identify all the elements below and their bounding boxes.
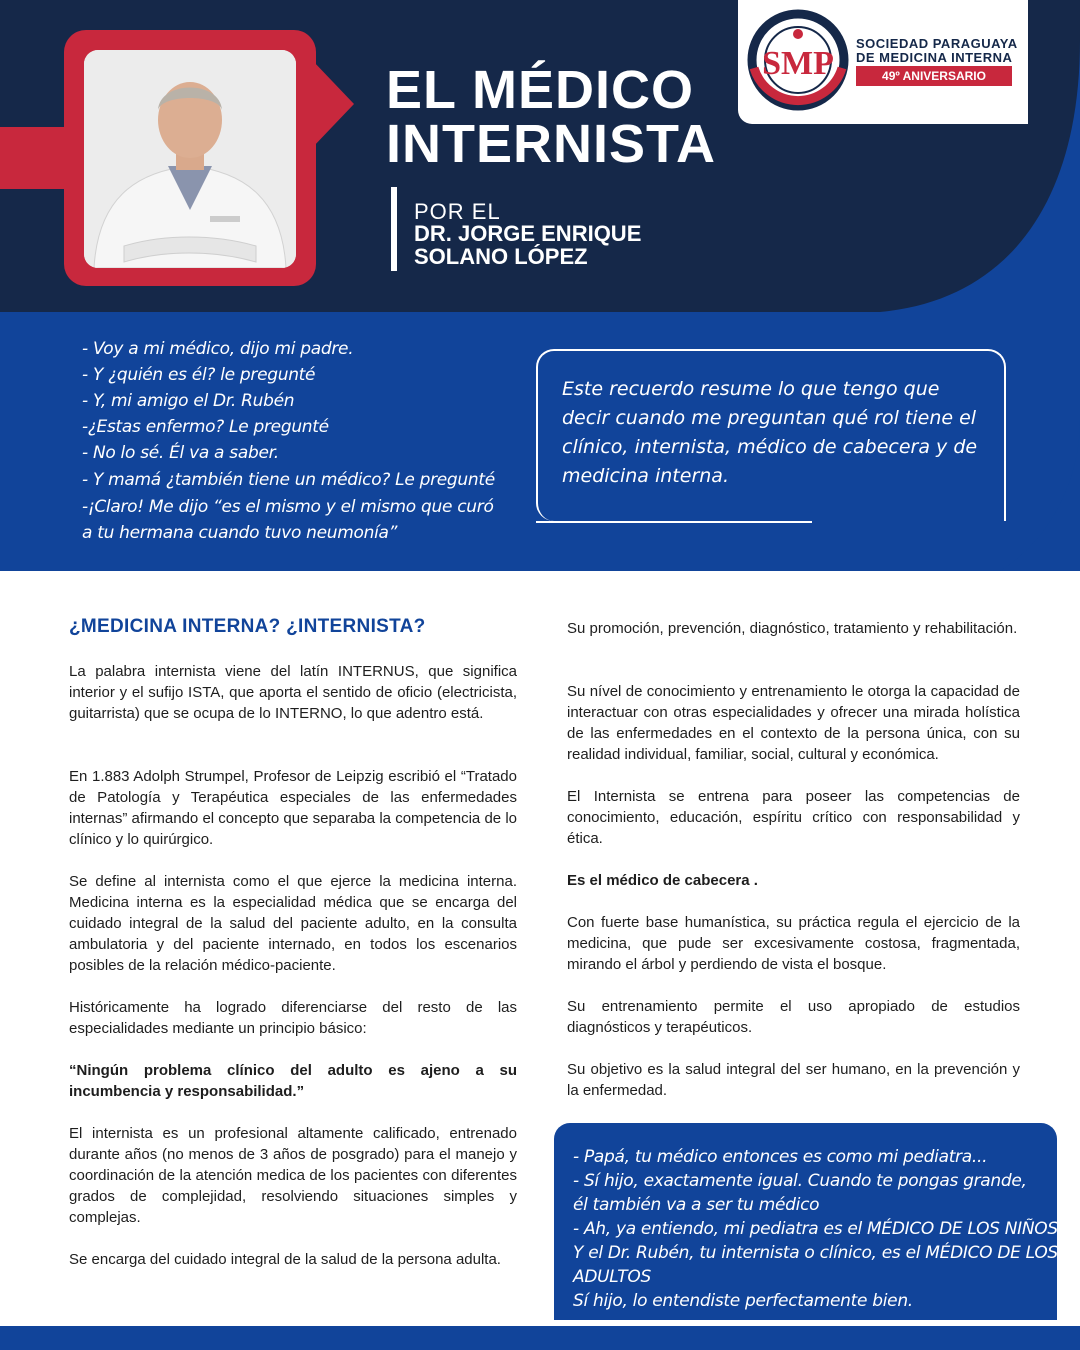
paragraph: Su nível de conocimiento y entrenamiento le otorga la capacidad de interactuar con otras especialidades y ofrecer una mirada holística de las enfermedades en el contexto de la persona única, con su realidad individual, familiar, social, cultural y económica. bbox=[567, 683, 1020, 763]
paragraph: Su entrenamiento permite el uso apropiado de estudios diagnósticos y terapéuticos. bbox=[567, 998, 1020, 1036]
org-name-line2: DE MEDICINA INTERNA bbox=[856, 50, 1013, 65]
dialogue-line: -¡Claro! Me dijo “es el mismo y el mismo que curó bbox=[82, 497, 494, 517]
paragraph: Con fuerte base humanística, su práctica regula el ejercicio de la medicina, que pude ser excesivamente costosa, fragmentada, mirando el árbol y perdiendo de vista el bosque. bbox=[567, 914, 1020, 973]
dialogue-line: - Y, mi amigo el Dr. Rubén bbox=[82, 391, 295, 411]
org-name-line1: SOCIEDAD PARAGUAYA bbox=[856, 36, 1018, 51]
doctor-portrait-icon bbox=[84, 50, 296, 268]
photo-frame-arrow bbox=[312, 60, 354, 148]
closing-dialogue-line: Y el Dr. Rubén, tu internista o clínico, es el MÉDICO DE LOS bbox=[573, 1243, 1058, 1263]
author-photo bbox=[84, 50, 296, 268]
closing-dialogue-line: él también va a ser tu médico bbox=[573, 1195, 820, 1215]
dialogue-line: -¿Estas enfermo? Le pregunté bbox=[82, 417, 329, 437]
dialogue-line: - Y ¿quién es él? le pregunté bbox=[82, 365, 316, 385]
closing-dialogue-line: - Papá, tu médico entonces es como mi pediatra... bbox=[573, 1147, 988, 1167]
paragraph: Históricamente ha logrado diferenciarse del resto de las especialidades mediante un principio básico: bbox=[69, 999, 517, 1037]
author-divider bbox=[391, 187, 397, 271]
closing-dialogue-line: - Sí hijo, exactamente igual. Cuando te pongas grande, bbox=[573, 1171, 1027, 1191]
closing-dialogue-line: - Ah, ya entiendo, mi pediatra es el MÉDICO DE LOS NIÑOS. bbox=[573, 1219, 1063, 1239]
quote-text: Este recuerdo resume lo que tengo que decir cuando me preguntan qué rol tiene el clínico, internista, médico de cabecera y de medicina interna. bbox=[562, 378, 978, 487]
closing-dialogue-line: ADULTOS bbox=[573, 1267, 651, 1287]
author-name-line2: SOLANO LÓPEZ bbox=[414, 244, 588, 269]
quote-underline bbox=[536, 521, 812, 523]
page-title-line2: INTERNISTA bbox=[386, 114, 716, 174]
dialogue-line: - Voy a mi médico, dijo mi padre. bbox=[82, 339, 354, 359]
section-heading: ¿MEDICINA INTERNA? ¿INTERNISTA? bbox=[69, 616, 426, 637]
bold-statement: Es el médico de cabecera . bbox=[567, 872, 758, 889]
paragraph: El internista es un profesional altamente calificado, entrenado durante años (no menos de 3 años de posgrado) para el manejo y coordinación de la atención medica de los pacientes con diferentes grados de complejidad, resolviendo situaciones simples y complejas. bbox=[69, 1125, 517, 1226]
highlighted-principle: “Ningún problema clínico del adulto es ajeno a su incumbencia y responsabilidad.” bbox=[69, 1062, 517, 1100]
svg-text:SMP: SMP bbox=[762, 45, 834, 82]
dialogue-line: - No lo sé. Él va a saber. bbox=[82, 443, 279, 463]
author-name-line1: DR. JORGE ENRIQUE bbox=[414, 221, 642, 246]
closing-dialogue-line: Sí hijo, lo entendiste perfectamente bien. bbox=[573, 1291, 913, 1311]
spmi-logo-icon bbox=[746, 8, 850, 112]
page-title-line1: EL MÉDICO bbox=[386, 60, 695, 120]
paragraph: Se define al internista como el que ejerce la medicina interna. Medicina interna es la especialidad médica que se encarga del cuidado integral de la salud del paciente adulto, en la consulta ambulatoria y del paciente internado, en todos los escenarios posibles de la relación médico-paciente. bbox=[69, 873, 517, 974]
paragraph: El Internista se entrena para poseer las competencias de conocimiento, educación, espíritu crítico con responsabilidad y ética. bbox=[567, 788, 1020, 847]
paragraph: Su promoción, prevención, diagnóstico, tratamiento y rehabilitación. bbox=[567, 620, 1018, 637]
anniversary-badge: 49º ANIVERSARIO bbox=[856, 66, 1012, 86]
footer-bar bbox=[0, 1326, 1080, 1350]
dialogue-line: - Y mamá ¿también tiene un médico? Le pregunté bbox=[82, 470, 495, 490]
paragraph: En 1.883 Adolph Strumpel, Profesor de Leipzig escribió el “Tratado de Patología y Terapéutica especiales de las enfermedades internas” afirmando el concepto que separaba la competencia de lo clínico y lo quirúrgico. bbox=[69, 768, 517, 848]
paragraph: Su objetivo es la salud integral del ser humano, en la prevención y la enfermedad. bbox=[567, 1061, 1020, 1099]
paragraph: La palabra internista viene del latín INTERNUS, que significa interior y el sufijo ISTA, que aporta el sentido de oficio (electricista, guitarrista) que se ocupa de lo INTERNO, lo que adentro está. bbox=[69, 663, 517, 722]
dialogue-line: a tu hermana cuando tuvo neumonía” bbox=[82, 523, 398, 543]
author-prefix: POR EL bbox=[414, 199, 501, 224]
paragraph: Se encarga del cuidado integral de la salud de la persona adulta. bbox=[69, 1251, 501, 1268]
